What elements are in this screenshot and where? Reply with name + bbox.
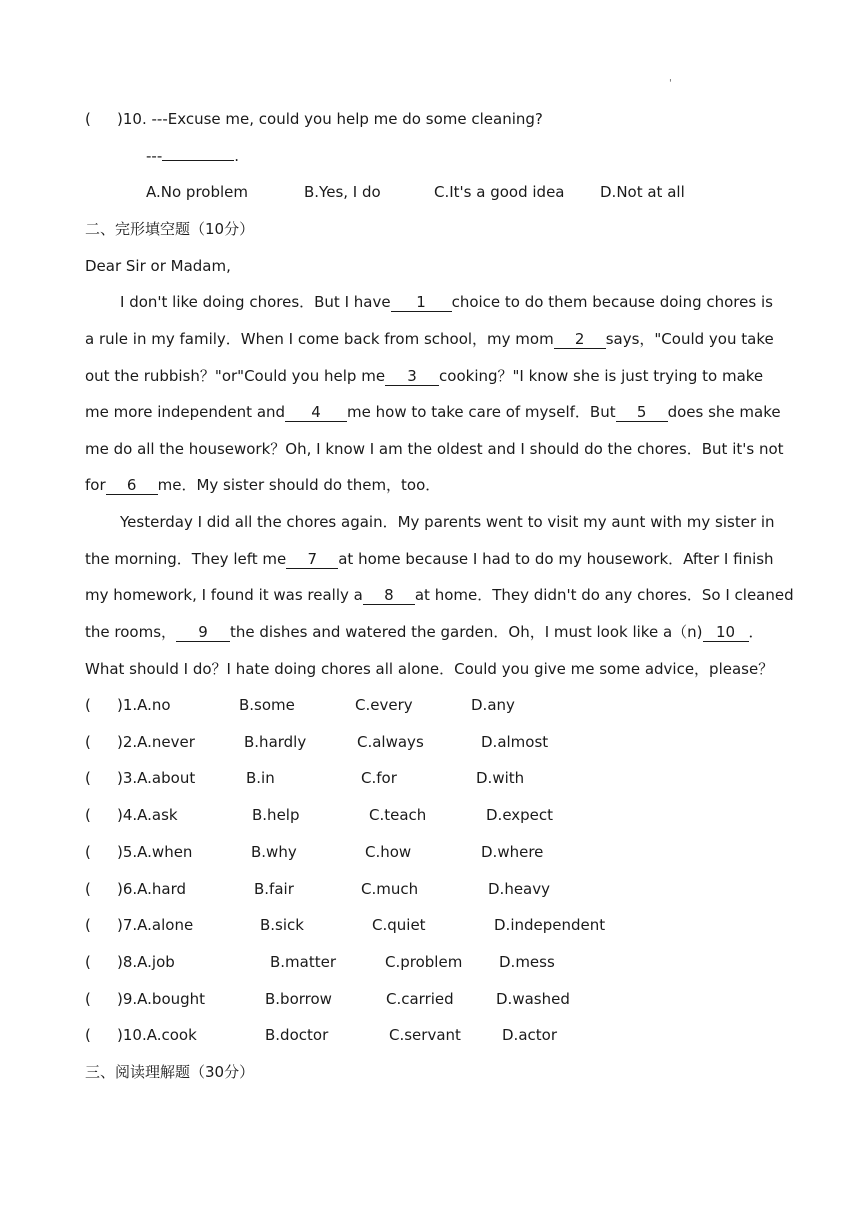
option-a: )5.A.when bbox=[117, 842, 193, 861]
option-b: B.hardly bbox=[244, 732, 307, 751]
option-b: B.matter bbox=[270, 952, 337, 971]
section2-title: 二、完形填空题（10分） bbox=[85, 220, 255, 238]
answer-paren[interactable]: ( bbox=[85, 916, 91, 935]
blank-3[interactable]: 3 bbox=[385, 368, 439, 386]
option-c: C.quiet bbox=[372, 916, 426, 935]
option-d: D.independent bbox=[494, 916, 606, 935]
option-b: B.some bbox=[239, 696, 295, 714]
option-d: D.expect bbox=[486, 806, 554, 825]
q10-number: )10. bbox=[117, 110, 147, 128]
option-c: C.every bbox=[355, 696, 413, 714]
passage-line: me do all the housework？Oh, I know I am the oldest and I should do the chores．But it's not bbox=[85, 440, 784, 458]
option-c: C.problem bbox=[385, 952, 463, 971]
passage-line: the rooms， 9 the dishes and watered the garden．Oh，I must look like a（n) 10 ． bbox=[85, 623, 764, 641]
answer-paren[interactable]: ( bbox=[85, 696, 91, 714]
q10-question: ---Excuse me, could you help me do some cleaning? bbox=[151, 110, 543, 128]
answer-paren[interactable]: ( bbox=[85, 842, 91, 861]
option-c: C.servant bbox=[389, 1026, 461, 1045]
answer-paren[interactable]: ( bbox=[85, 806, 91, 825]
answer-paren[interactable]: ( bbox=[85, 1026, 91, 1045]
option-a: )7.A.alone bbox=[117, 916, 194, 935]
option-a: )1.A.no bbox=[117, 696, 171, 714]
q10-answer-blank[interactable] bbox=[162, 160, 234, 161]
option-b: B.fair bbox=[254, 879, 294, 898]
option-b: B.borrow bbox=[265, 989, 332, 1008]
passage-line: out the rubbish？"or"Could you help me 3 cooking？"I know she is just trying to make bbox=[85, 367, 764, 385]
q10-option-c: C.It's a good idea bbox=[434, 183, 565, 201]
option-c: C.much bbox=[361, 879, 419, 898]
blank-2[interactable]: 2 bbox=[554, 331, 606, 349]
option-d: D.almost bbox=[481, 732, 549, 751]
option-d: D.with bbox=[476, 769, 525, 788]
option-a: )2.A.never bbox=[117, 732, 195, 751]
option-c: C.how bbox=[365, 842, 412, 861]
blank-8[interactable]: 8 bbox=[363, 587, 415, 605]
option-a: )4.A.ask bbox=[117, 806, 178, 825]
option-a: )10.A.cook bbox=[117, 1026, 197, 1045]
passage-line: What should I do？I hate doing chores all alone．Could you give me some advice，please？ bbox=[85, 660, 774, 678]
blank-4[interactable]: 4 bbox=[285, 404, 347, 422]
section3-title: 三、阅读理解题（30分） bbox=[85, 1063, 255, 1081]
option-b: B.doctor bbox=[265, 1026, 329, 1045]
blank-9[interactable]: 9 bbox=[176, 624, 230, 642]
corner-mark: ' bbox=[669, 78, 672, 89]
passage-line: for 6 me．My sister should do them，too． bbox=[85, 476, 441, 494]
blank-10[interactable]: 10 bbox=[703, 624, 749, 642]
option-d: D.mess bbox=[499, 952, 555, 971]
passage-line: my homework, I found it was really a 8 at home．They didn't do any chores．So I cleaned bbox=[85, 586, 794, 604]
option-b: B.help bbox=[252, 806, 300, 825]
passage-line: Yesterday I did all the chores again．My parents went to visit my aunt with my sister in bbox=[120, 513, 775, 531]
option-c: C.teach bbox=[369, 806, 427, 825]
q10-paren: ( bbox=[85, 110, 91, 128]
option-b: B.sick bbox=[260, 916, 304, 935]
option-c: C.for bbox=[361, 769, 397, 788]
option-d: D.any bbox=[471, 696, 515, 714]
blank-6[interactable]: 6 bbox=[106, 477, 158, 495]
answer-paren[interactable]: ( bbox=[85, 769, 91, 788]
option-d: D.actor bbox=[502, 1026, 557, 1045]
blank-7[interactable]: 7 bbox=[286, 551, 338, 569]
option-a: )6.A.hard bbox=[117, 879, 187, 898]
blank-5[interactable]: 5 bbox=[616, 404, 668, 422]
q10-reply-line: --- . bbox=[146, 147, 240, 165]
q10-line bbox=[85, 109, 543, 129]
option-c: C.always bbox=[357, 732, 424, 751]
answer-paren[interactable]: ( bbox=[85, 952, 91, 971]
salutation: Dear Sir or Madam, bbox=[85, 257, 231, 275]
option-d: D.heavy bbox=[488, 879, 550, 898]
answer-paren[interactable]: ( bbox=[85, 732, 91, 751]
q10-option-b: B.Yes, I do bbox=[304, 183, 381, 201]
option-c: C.carried bbox=[386, 989, 454, 1008]
option-b: B.why bbox=[251, 842, 297, 861]
passage-line: a rule in my family．When I come back from school，my mom 2 says，"Could you take bbox=[85, 330, 774, 348]
passage-line: me more independent and 4 me how to take care of myself．But 5 does she make bbox=[85, 403, 781, 421]
option-a: )3.A.about bbox=[117, 769, 196, 788]
option-a: )9.A.bought bbox=[117, 989, 206, 1008]
option-b: B.in bbox=[246, 769, 275, 788]
passage-line: the morning．They left me 7 at home because I had to do my housework．After I finish bbox=[85, 550, 774, 568]
passage-line: I don't like doing chores．But I have 1 choice to do them because doing chores is bbox=[120, 293, 773, 311]
option-a: )8.A.job bbox=[117, 952, 175, 971]
q10-reply-prefix: --- bbox=[146, 147, 163, 165]
answer-paren[interactable]: ( bbox=[85, 989, 91, 1008]
option-d: D.where bbox=[481, 842, 544, 861]
blank-1[interactable]: 1 bbox=[391, 294, 452, 312]
answer-paren[interactable]: ( bbox=[85, 879, 91, 898]
q10-option-a: A.No problem bbox=[146, 183, 248, 201]
option-d: D.washed bbox=[496, 989, 570, 1008]
q10-option-d: D.Not at all bbox=[600, 183, 685, 201]
